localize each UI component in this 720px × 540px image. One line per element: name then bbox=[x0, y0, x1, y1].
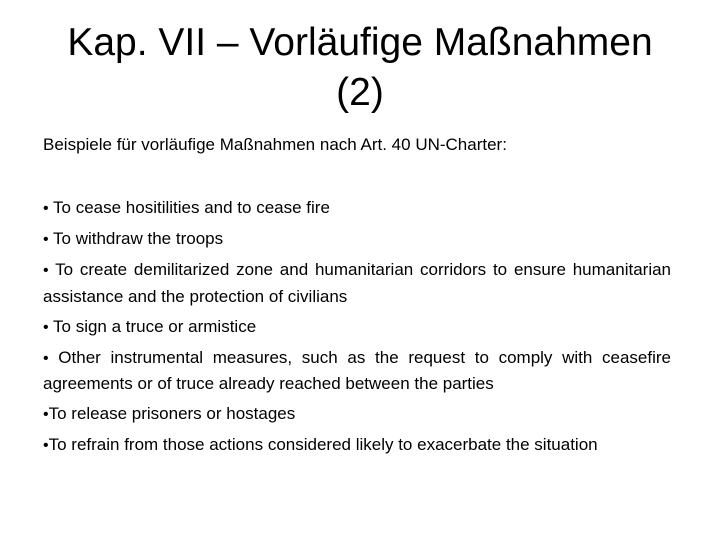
bullet-icon: • bbox=[43, 262, 49, 279]
list-item bbox=[43, 314, 671, 341]
list-item bbox=[43, 257, 671, 309]
list-item-text: To withdraw the troops bbox=[48, 229, 224, 248]
list-item bbox=[43, 345, 671, 397]
list-item bbox=[43, 195, 671, 222]
bullet-icon: • bbox=[43, 437, 49, 454]
bullet-icon: • bbox=[43, 231, 49, 248]
intro-text: Beispiele für vorläufige Maßnahmen nach Art. 40 UN-Charter: bbox=[43, 135, 507, 154]
list-item-text: To sign a truce or armistice bbox=[48, 316, 257, 336]
slide-title: Kap. VII – Vorläufige Maßnahmen (2) bbox=[67, 21, 653, 114]
list-item-text: To create demilitarized zone and humanitarian corridors to ensure humanitarian assistance and the protection of civilians bbox=[43, 260, 671, 306]
list-item-text: To cease hositilities and to cease fire bbox=[48, 198, 330, 217]
bullet-list bbox=[43, 195, 671, 463]
list-item bbox=[43, 432, 671, 459]
bullet-icon: • bbox=[43, 200, 49, 217]
list-item bbox=[43, 401, 671, 428]
list-item-text: Other instrumental measures, such as the request to comply with ceasefire agreements or of truce already reached between the parties bbox=[43, 347, 671, 393]
list-item-text: To refrain from those actions considered likely to exacerbate the situation bbox=[48, 435, 598, 454]
bullet-icon: • bbox=[43, 318, 49, 336]
list-item bbox=[43, 226, 671, 253]
bullet-icon: • bbox=[43, 349, 49, 367]
bullet-icon: • bbox=[43, 406, 49, 423]
list-item-text: To release prisoners or hostages bbox=[48, 404, 296, 423]
